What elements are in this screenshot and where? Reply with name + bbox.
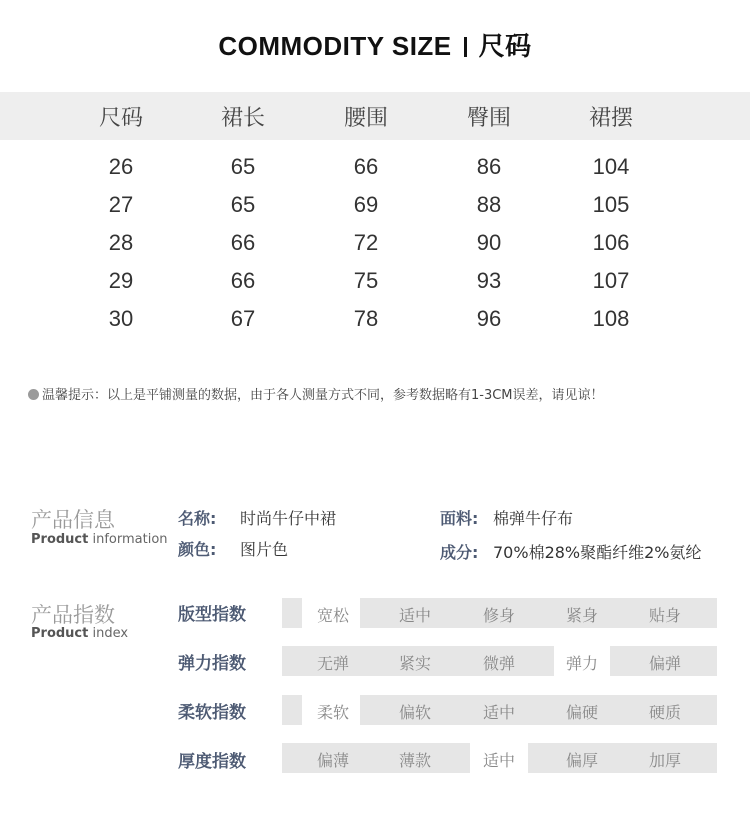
elasticity-index-scale bbox=[282, 646, 717, 676]
table-cell: 30 bbox=[108, 306, 134, 331]
fabric-label: 面料: bbox=[440, 509, 479, 528]
composition-label: 成分: bbox=[440, 543, 479, 562]
table-cell: 86 bbox=[476, 154, 502, 179]
table-cell: 69 bbox=[353, 192, 379, 217]
header-hip: 臀围 bbox=[466, 106, 511, 131]
table-cell: 93 bbox=[476, 268, 502, 293]
table-cell: 65 bbox=[230, 192, 256, 217]
softness-index-scale bbox=[282, 695, 717, 725]
index-option: 修身 bbox=[482, 606, 515, 625]
product-index-title: 产品指数 bbox=[31, 603, 115, 627]
index-option: 硬质 bbox=[648, 703, 681, 722]
table-cell: 26 bbox=[108, 154, 134, 179]
header-length: 裙长 bbox=[220, 106, 265, 131]
index-option: 微弹 bbox=[482, 654, 515, 673]
thickness-index-label: 厚度指数 bbox=[178, 752, 246, 772]
table-cell: 88 bbox=[476, 192, 502, 217]
table-row bbox=[0, 154, 750, 192]
table-cell: 105 bbox=[592, 192, 630, 217]
note-text: 温馨提示：以上是平铺测量的数据，由于各人测量方式不同，参考数据略有1-3CM误差，请见谅！ bbox=[42, 388, 604, 403]
index-option: 薄款 bbox=[398, 751, 431, 770]
table-row bbox=[0, 306, 750, 344]
index-option: 宽松 bbox=[316, 606, 349, 625]
index-option: 无弹 bbox=[316, 654, 349, 673]
index-option: 偏软 bbox=[398, 703, 431, 722]
bullet-icon bbox=[28, 389, 39, 400]
table-cell: 72 bbox=[353, 230, 379, 255]
index-option: 适中 bbox=[482, 703, 515, 722]
table-cell: 108 bbox=[592, 306, 630, 331]
table-cell: 27 bbox=[108, 192, 134, 217]
index-option: 偏薄 bbox=[316, 751, 349, 770]
fit-index-label: 版型指数 bbox=[178, 605, 246, 625]
name-label: 名称: bbox=[178, 509, 217, 528]
index-option: 紧实 bbox=[398, 654, 431, 673]
index-option: 适中 bbox=[398, 606, 431, 625]
product-index-subtitle: Product index bbox=[31, 626, 129, 641]
title-divider bbox=[464, 37, 467, 57]
table-cell: 78 bbox=[353, 306, 379, 331]
title-en: COMMODITY SIZE bbox=[218, 31, 452, 61]
table-cell: 104 bbox=[592, 154, 630, 179]
table-cell: 65 bbox=[230, 154, 256, 179]
page-title bbox=[0, 26, 750, 63]
index-option: 柔软 bbox=[316, 703, 349, 722]
index-option: 弹力 bbox=[565, 654, 598, 673]
table-cell: 66 bbox=[353, 154, 379, 179]
fit-index-scale bbox=[282, 598, 717, 628]
table-cell: 96 bbox=[476, 306, 502, 331]
product-info-subtitle: Product information bbox=[31, 532, 168, 547]
index-option: 偏硬 bbox=[565, 703, 598, 722]
measurement-note bbox=[28, 384, 604, 403]
fabric-value: 棉弹牛仔布 bbox=[493, 509, 574, 528]
table-cell: 28 bbox=[108, 230, 134, 255]
table-row bbox=[0, 268, 750, 306]
table-cell: 106 bbox=[592, 230, 630, 255]
composition-value: 70%棉28%聚酯纤维2%氨纶 bbox=[493, 543, 702, 562]
index-option: 加厚 bbox=[648, 751, 681, 770]
softness-index-label: 柔软指数 bbox=[178, 703, 246, 723]
index-option: 偏厚 bbox=[565, 751, 598, 770]
table-cell: 67 bbox=[230, 306, 256, 331]
header-waist: 腰围 bbox=[343, 106, 388, 131]
index-option: 适中 bbox=[482, 751, 515, 770]
product-info-title: 产品信息 bbox=[31, 508, 115, 532]
color-label: 颜色: bbox=[178, 540, 217, 559]
name-value: 时尚牛仔中裙 bbox=[240, 509, 337, 528]
table-cell: 75 bbox=[353, 268, 379, 293]
table-cell: 66 bbox=[230, 268, 256, 293]
header-hem: 裙摆 bbox=[588, 106, 633, 131]
table-cell: 107 bbox=[592, 268, 630, 293]
table-cell: 66 bbox=[230, 230, 256, 255]
elasticity-index-label: 弹力指数 bbox=[178, 654, 246, 674]
thickness-index-scale bbox=[282, 743, 717, 773]
index-option: 偏弹 bbox=[648, 654, 681, 673]
index-option: 紧身 bbox=[565, 606, 598, 625]
header-size: 尺码 bbox=[98, 106, 143, 131]
color-value: 图片色 bbox=[240, 540, 289, 559]
size-table-header bbox=[0, 92, 750, 140]
table-cell: 29 bbox=[108, 268, 134, 293]
index-option: 贴身 bbox=[648, 606, 681, 625]
table-row bbox=[0, 192, 750, 230]
table-cell: 90 bbox=[476, 230, 502, 255]
title-cn: 尺码 bbox=[478, 31, 532, 61]
table-row bbox=[0, 230, 750, 268]
